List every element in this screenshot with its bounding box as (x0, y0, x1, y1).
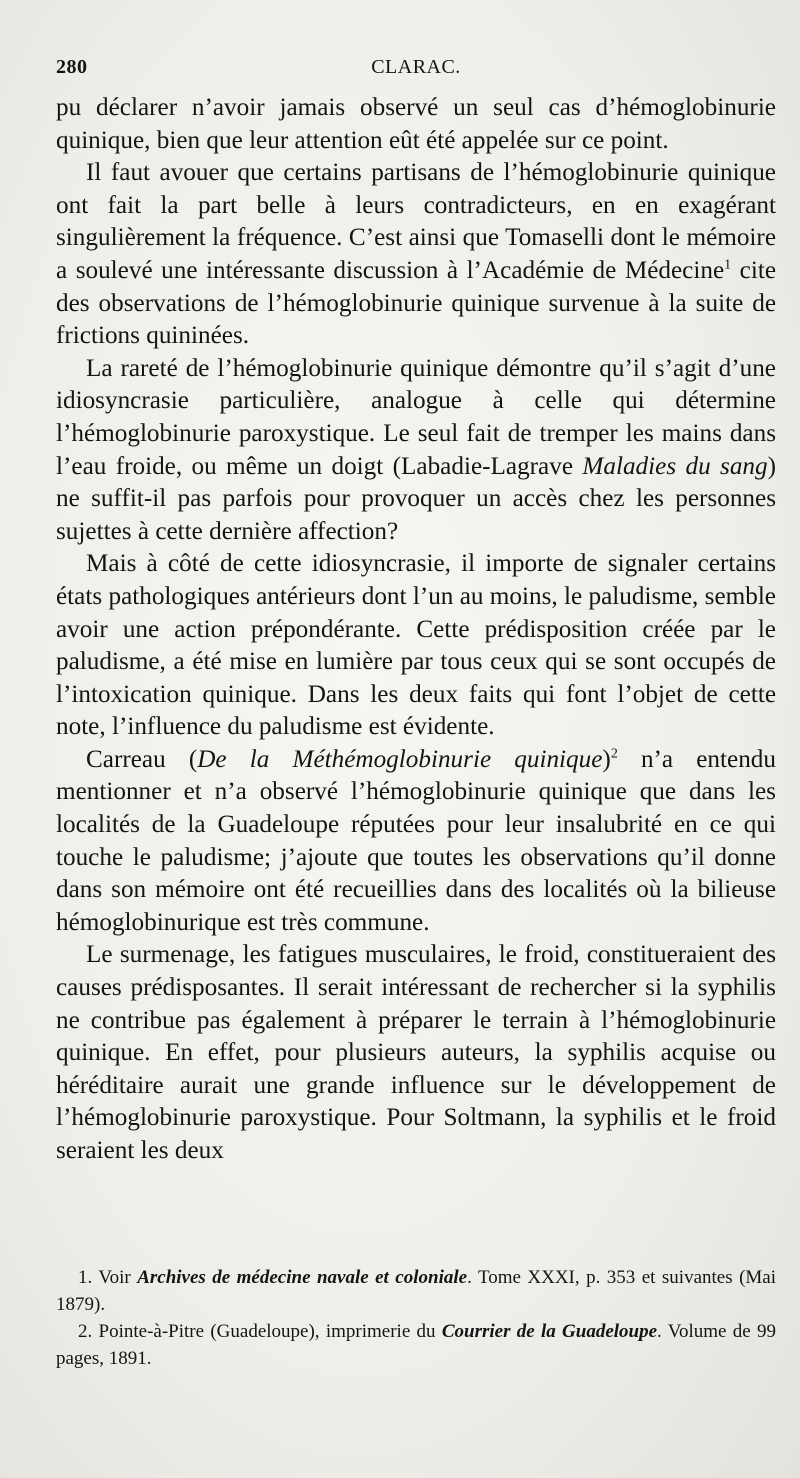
body-text (56, 92, 776, 1168)
text-run: . Tome XXXI, p. 353 et suivantes (Mai 1879). (56, 1267, 777, 1315)
paragraph (56, 548, 776, 744)
footnote (56, 1318, 776, 1372)
footnote (56, 1264, 776, 1318)
text-run: Il faut avouer que certains partisans de l’hémoglobinurie quinique ont fait la part belle à leurs contradicteurs, en en exagérant singulièrement la fréquence. C’est ainsi que Tomaselli dont le mémoire a soulevé une intéressante discussion à l’Académie de Médecine (56, 159, 776, 284)
text-run: ) (602, 745, 611, 773)
italic-title: Courrier de la Guadeloupe (441, 1321, 658, 1342)
text-run: Le surmenage, les fatigues musculaires, le froid, constitueraient des causes prédisposantes. Il serait intéressant de rechercher si la syphilis ne contribue pas également à préparer le terrain à l’hémoglobinurie quinique. En effet, pour plusieurs auteurs, la syphilis acquise ou héréditaire aurait une grande influence sur le développement de l’hémoglobinurie paroxystique. Pour Soltmann, la syphilis et le froid seraient les deux (56, 941, 776, 1164)
text-run: Mais à côté de cette idiosyncrasie, il importe de signaler certains états pathologiques antérieurs dont l’un au moins, le paludisme, semble avoir une action prépondérante. Cette prédisposition créée par le paludisme, a été mise en lumière par tous ceux qui se sont occupés de l’intoxication quinique. Dans les deux faits qui font l’objet de cette note, l’influence du paludisme est évidente. (56, 550, 776, 741)
text-run: . Volume de 99 pages, 1891. (56, 1321, 776, 1369)
paragraph (56, 353, 776, 549)
text-run: 1. Voir (78, 1267, 138, 1288)
text-run: pu déclarer n’avoir jamais observé un seul cas d’hémoglobinurie quinique, bien que leur attention eût été appelée sur ce point. (56, 94, 776, 154)
text-run: cite des observations de l’hémoglobinurie quinique survenue à la suite de frictions quininées. (56, 256, 777, 350)
text-run: 2. Pointe-à-Pitre (Guadeloupe), imprimerie du (78, 1321, 442, 1342)
footnote-marker: 1 (724, 257, 732, 273)
text-run: n’a entendu mentionner et n’a observé l’hémoglobinurie quinique que dans les localités de la Guadeloupe réputées pour leur insalubrité en ce qui touche le paludisme; j’ajoute que toutes les observations qu’il donne dans son mémoire ont été recueillies dans des localités où la bilieuse hémoglobinurique est très commune. (56, 745, 776, 936)
paragraph (56, 744, 776, 940)
footnotes (56, 1264, 776, 1372)
paragraph (56, 939, 776, 1167)
italic-title: Archives de médecine navale et coloniale (137, 1267, 468, 1288)
paragraph (56, 157, 776, 353)
footnote-marker: 2 (610, 746, 618, 762)
text-run: Carreau ( (86, 745, 198, 773)
paragraph (56, 92, 776, 157)
running-head (56, 56, 776, 86)
text-run: ) ne suffit-il pas parfois pour provoquer un accès chez les personnes sujettes à cette dernière affection? (56, 452, 776, 545)
page-number: 280 (56, 56, 88, 78)
italic-title: De la Méthémoglobinurie quinique (197, 745, 603, 773)
running-title: CLARAC. (371, 56, 461, 78)
text-run: La rareté de l’hémoglobinurie quinique démontre qu’il s’agit d’une idiosyncrasie particulière, analogue à celle qui détermine l’hémoglobinurie paroxystique. Le seul fait de tremper les mains dans l’eau froide, ou même un doigt (Labadie-Lagrave (56, 354, 776, 480)
italic-title: Maladies du sang (582, 452, 768, 480)
